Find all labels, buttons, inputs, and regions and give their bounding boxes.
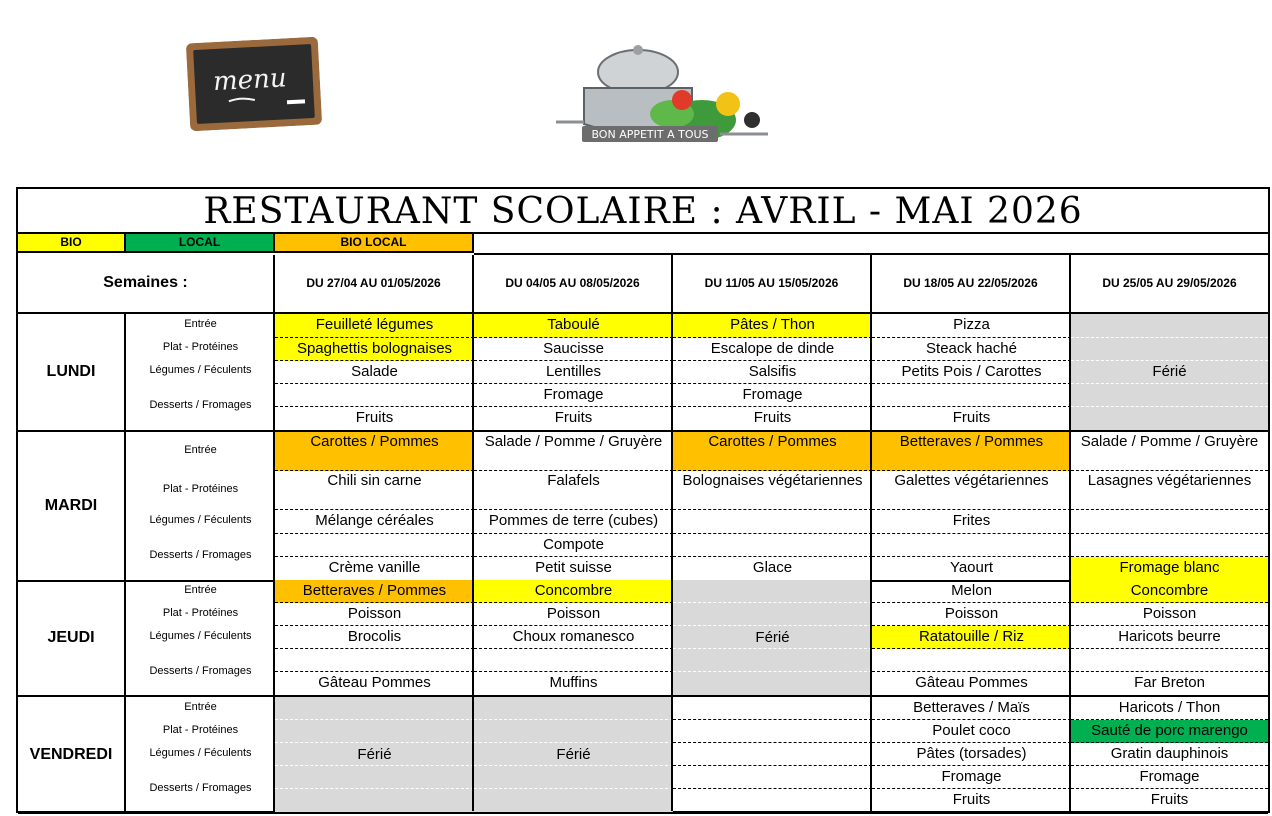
row-label: Entrée <box>184 318 217 330</box>
week-header: DU 04/05 AU 08/05/2026 <box>474 255 673 314</box>
row-label: Plat - Protéines <box>162 483 239 495</box>
menu-item: Betteraves / Maïs <box>872 697 1071 720</box>
day-label: JEUDI <box>18 580 126 697</box>
menu-item: Melon <box>872 580 1071 603</box>
week-header: DU 25/05 AU 29/05/2026 <box>1071 255 1268 314</box>
cell-separator <box>1071 360 1268 361</box>
menu-item: Yaourt <box>949 559 994 576</box>
cell-separator <box>474 788 673 789</box>
menu-item: Galettes végétariennes <box>872 471 1071 510</box>
menu-item: Pommes de terre (cubes) <box>474 510 673 534</box>
cell-separator <box>474 742 673 743</box>
menu-item: Petits Pois / Carottes <box>872 361 1071 384</box>
menu-item: Spaghettis bolognaises <box>275 338 474 361</box>
menu-item: Poisson <box>474 603 673 626</box>
menu-item: Haricots / Thon <box>1071 697 1268 720</box>
menu-item: Concombre <box>474 580 673 603</box>
cell-separator <box>275 788 474 789</box>
menu-item: Salsifis <box>673 361 872 384</box>
weeks-label: Semaines : <box>18 255 275 314</box>
menu-item: Feuilleté légumes <box>275 314 474 338</box>
menu-item: Ratatouille / Riz <box>872 626 1071 649</box>
menu-item <box>673 789 872 812</box>
legend-bio-local: BIO LOCAL <box>275 234 474 253</box>
holiday-cell: Férié <box>474 697 673 812</box>
day-label: VENDREDI <box>18 697 126 814</box>
menu-slate-image <box>186 37 322 132</box>
cell-separator <box>1071 383 1268 384</box>
holiday-cell: Férié <box>1071 314 1268 430</box>
menu-item <box>275 534 474 557</box>
menu-item: Betteraves / Pommes <box>872 432 1071 471</box>
menu-item: Fruits <box>1150 791 1189 808</box>
menu-item: Steack haché <box>872 338 1071 361</box>
menu-item: Taboulé <box>474 314 673 338</box>
menu-item: Falafels <box>474 471 673 510</box>
menu-item <box>673 697 872 720</box>
row-label: Desserts / Fromages <box>149 665 252 677</box>
cell-separator <box>275 742 474 743</box>
menu-item: Petit suisse <box>535 559 612 576</box>
menu-item: Gratin dauphinois <box>1071 743 1268 766</box>
legend-local: LOCAL <box>126 234 275 253</box>
week-header: DU 27/04 AU 01/05/2026 <box>275 255 474 314</box>
menu-item <box>872 384 1071 407</box>
menu-item: Crème vanille <box>328 559 421 576</box>
menu-item: Mélange céréales <box>275 510 474 534</box>
row-label: Desserts / Fromages <box>149 399 252 411</box>
menu-item: Haricots beurre <box>1071 626 1268 649</box>
menu-item <box>1071 649 1268 672</box>
menu-item <box>872 534 1071 557</box>
menu-item: Fruits <box>952 409 991 426</box>
menu-item: Chili sin carne <box>275 471 474 510</box>
menu-item: Fromage <box>673 384 872 407</box>
row-label: Desserts / Fromages <box>149 549 252 561</box>
column-separator <box>472 314 474 811</box>
holiday-cell: Férié <box>275 697 474 812</box>
menu-item: Fruits <box>952 791 991 808</box>
menu-item: Brocolis <box>275 626 474 649</box>
cell-separator <box>673 602 872 603</box>
day-label: MARDI <box>18 432 126 582</box>
legend-bio: BIO <box>18 234 126 253</box>
menu-item: Fromage <box>872 766 1071 789</box>
menu-item <box>474 649 673 672</box>
row-label: Légumes / Féculents <box>149 630 252 642</box>
menu-item <box>275 384 474 407</box>
menu-item: Fruits <box>753 409 792 426</box>
menu-item: Carottes / Pommes <box>673 432 872 471</box>
cell-separator <box>673 625 872 626</box>
menu-item: Compote <box>474 534 673 557</box>
cell-separator <box>275 719 474 720</box>
page-title: RESTAURANT SCOLAIRE : AVRIL - MAI 2026 <box>18 189 1268 234</box>
menu-item: Fruits <box>355 409 394 426</box>
menu-item: Carottes / Pommes <box>275 432 474 471</box>
menu-item <box>673 510 872 534</box>
week-header: DU 18/05 AU 22/05/2026 <box>872 255 1071 314</box>
row-label: Légumes / Féculents <box>149 364 252 376</box>
row-label: Plat - Protéines <box>162 724 239 736</box>
menu-item: Salade <box>275 361 474 384</box>
menu-item <box>1071 510 1268 534</box>
day-label: LUNDI <box>18 314 126 432</box>
menu-item: Lentilles <box>474 361 673 384</box>
menu-item: Escalope de dinde <box>673 338 872 361</box>
menu-item <box>673 534 872 557</box>
menu-item: Sauté de porc marengo <box>1071 720 1268 743</box>
menu-item: Salade / Pomme / Gruyère <box>1071 432 1268 471</box>
menu-item: Fruits <box>554 409 593 426</box>
menu-item: Poisson <box>1071 603 1268 626</box>
menu-table <box>16 187 1270 813</box>
holiday-cell: Férié <box>673 580 872 695</box>
menu-item: Salade / Pomme / Gruyère <box>474 432 673 471</box>
menu-item: Saucisse <box>474 338 673 361</box>
menu-item: Poulet coco <box>872 720 1071 743</box>
menu-item: Concombre <box>1071 580 1268 603</box>
menu-item <box>673 720 872 743</box>
row-label: Légumes / Féculents <box>149 514 252 526</box>
menu-item: Gâteau Pommes <box>318 674 431 691</box>
menu-item: Bolognaises végétariennes <box>673 471 872 510</box>
column-separator <box>870 314 872 811</box>
cell-separator <box>474 765 673 766</box>
row-label: Plat - Protéines <box>162 607 239 619</box>
menu-item: Poisson <box>872 603 1071 626</box>
slate-text: menu <box>212 63 288 98</box>
menu-item: Pizza <box>872 314 1071 338</box>
row-label: Desserts / Fromages <box>149 782 252 794</box>
column-separator <box>1069 314 1071 811</box>
menu-item: Choux romanesco <box>474 626 673 649</box>
row-label: Entrée <box>184 444 217 456</box>
menu-item: Glace <box>752 559 793 576</box>
cell-separator <box>275 765 474 766</box>
menu-item: Poisson <box>275 603 474 626</box>
cell-separator <box>673 648 872 649</box>
menu-item: Fromage blanc <box>1071 557 1268 580</box>
row-label: Légumes / Féculents <box>149 747 252 759</box>
column-separator <box>671 314 673 811</box>
menu-item: Lasagnes végétariennes <box>1071 471 1268 510</box>
menu-item: Far Breton <box>1134 674 1205 691</box>
day-separator <box>275 812 1268 814</box>
menu-item: Fromage <box>1071 766 1268 789</box>
menu-item: Betteraves / Pommes <box>275 580 474 603</box>
row-label: Plat - Protéines <box>162 341 239 353</box>
menu-item: Fromage <box>474 384 673 407</box>
cell-separator <box>474 719 673 720</box>
row-label: Entrée <box>184 701 217 713</box>
menu-item <box>673 743 872 766</box>
cell-separator <box>1071 337 1268 338</box>
menu-item <box>275 649 474 672</box>
menu-item <box>1071 534 1268 557</box>
pot-banner-text: BON APPETIT A TOUS <box>591 128 709 141</box>
cooking-pot-image <box>552 34 774 162</box>
week-header: DU 11/05 AU 15/05/2026 <box>673 255 872 314</box>
menu-item <box>673 766 872 789</box>
row-label: Entrée <box>184 584 217 596</box>
menu-item: Frites <box>872 510 1071 534</box>
cell-separator <box>673 671 872 672</box>
menu-item: Pâtes (torsades) <box>872 743 1071 766</box>
cell-separator <box>1071 406 1268 407</box>
menu-item: Pâtes / Thon <box>673 314 872 338</box>
menu-item <box>872 649 1071 672</box>
menu-item: Gâteau Pommes <box>915 674 1028 691</box>
menu-item: Muffins <box>549 674 598 691</box>
